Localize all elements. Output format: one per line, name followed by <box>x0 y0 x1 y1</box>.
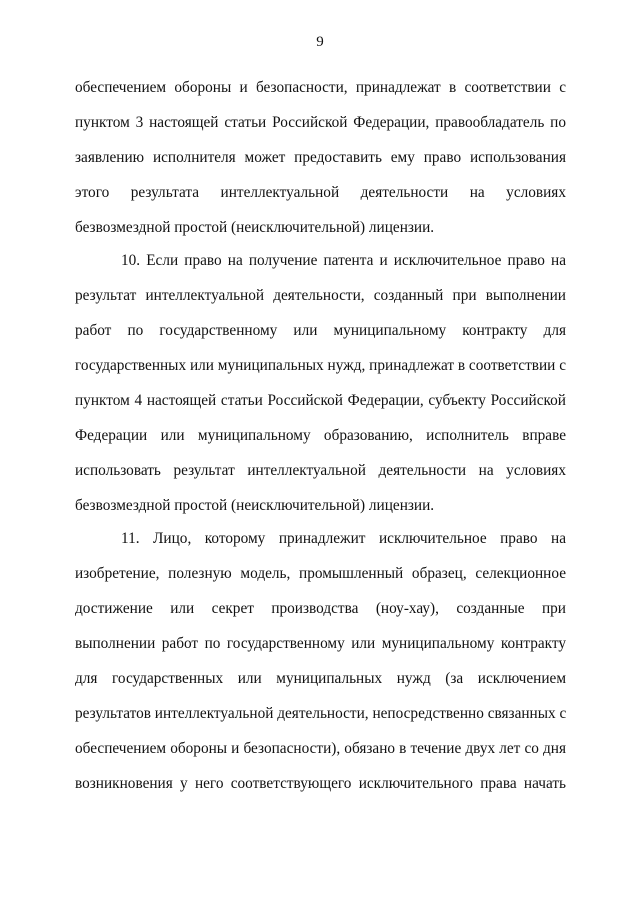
text-line: Федерации или муниципальному образованию, исполнитель вправе <box>75 427 566 444</box>
text-line: использовать результат интеллектуальной деятельности на условиях <box>75 462 566 479</box>
text-line: государственных или муниципальных нужд, принадлежат в соответствии с <box>75 357 566 374</box>
paragraph-10-first-line: 10. Если право на получение патента и исключительное право на <box>121 252 566 269</box>
text-line: безвозмездной простой (неисключительной) лицензии. <box>75 219 435 236</box>
paragraph-11-first-line: 11. Лицо, которому принадлежит исключительное право на <box>121 530 566 547</box>
text-line: изобретение, полезную модель, промышленный образец, селекционное <box>75 565 566 582</box>
text-line: возникновения у него соответствующего исключительного права начать <box>75 775 566 792</box>
text-line: результат интеллектуальной деятельности, созданный при выполнении <box>75 287 566 304</box>
text-line: для государственных или муниципальных нужд (за исключением <box>75 670 566 687</box>
text-line: заявлению исполнителя может предоставить ему право использования <box>75 149 566 166</box>
text-line: результатов интеллектуальной деятельности, непосредственно связанных с <box>75 705 567 722</box>
text-line: выполнении работ по государственному или муниципальному контракту <box>75 635 566 652</box>
text-line: обеспечением обороны и безопасности), обязано в течение двух лет со дня <box>75 740 566 757</box>
text-line: пунктом 4 настоящей статьи Российской Федерации, субъекту Российской <box>75 392 566 409</box>
text-line: достижение или секрет производства (ноу-хау), созданные при <box>75 600 566 617</box>
text-line: работ по государственному или муниципальному контракту для <box>75 322 566 339</box>
text-line: этого результата интеллектуальной деятельности на условиях <box>75 184 566 201</box>
text-line: безвозмездной простой (неисключительной) лицензии. <box>75 497 435 514</box>
page-number: 9 <box>316 34 324 50</box>
text-line: пунктом 3 настоящей статьи Российской Федерации, правообладатель по <box>75 114 566 131</box>
text-line: обеспечением обороны и безопасности, принадлежат в соответствии с <box>75 79 566 96</box>
